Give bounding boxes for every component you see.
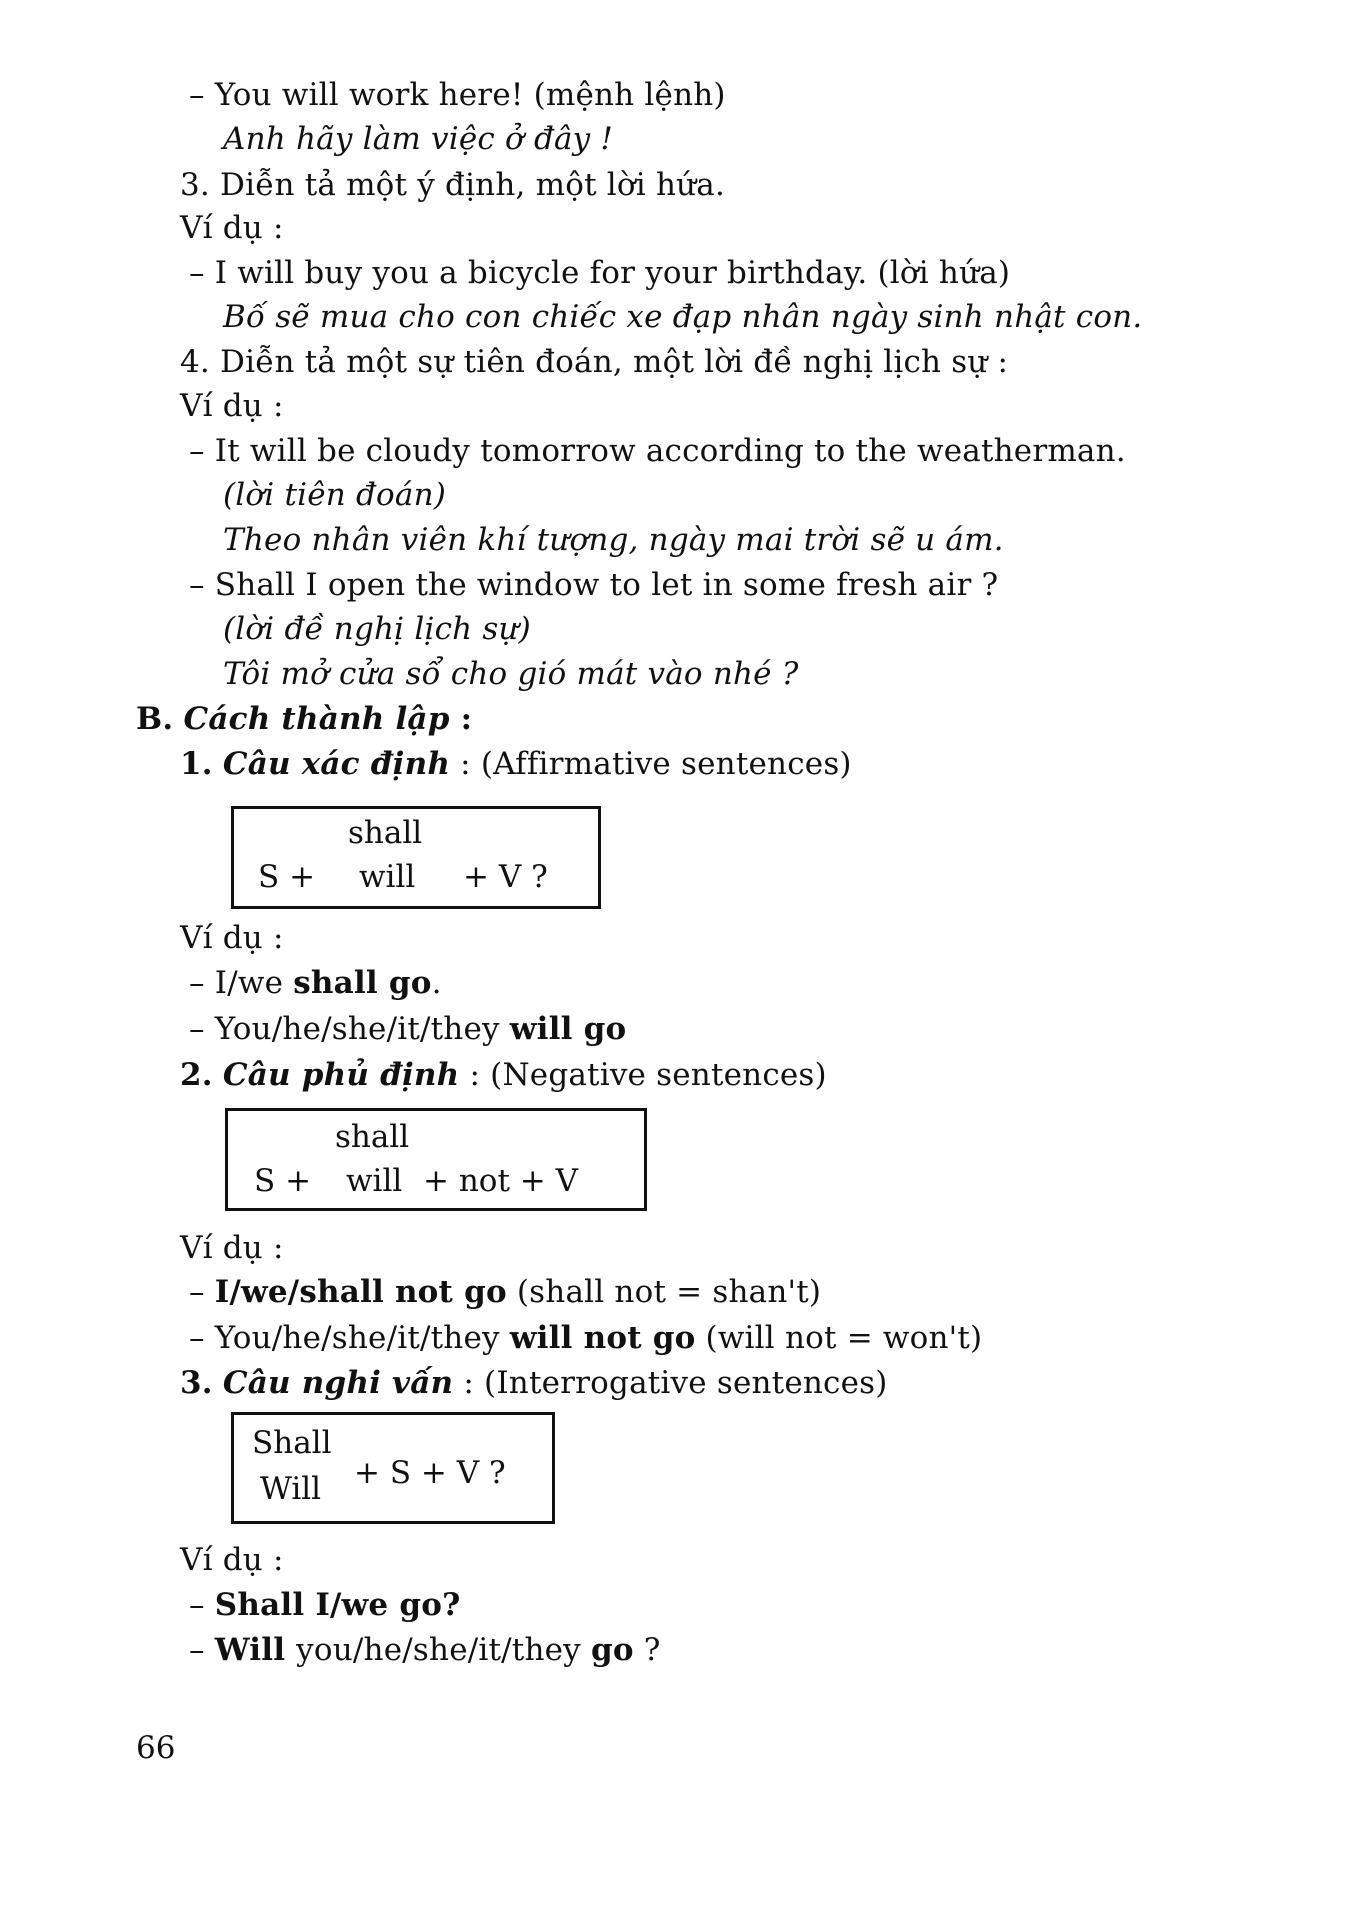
formula-will: will [359,859,416,895]
formula-rest: + V ? [463,859,548,895]
example-promise: – I will buy you a bicycle for your birthday. (lời hứa) [189,255,1011,291]
negative-example-1: – I/we/shall not go (shall not = shan't) [189,1274,822,1310]
vidu-label: Ví dụ : [180,1542,284,1578]
affirmative-heading: 1. Câu xác định : (Affirmative sentences) [180,746,852,782]
negative-heading: 2. Câu phủ định : (Negative sentences) [180,1057,827,1093]
formula-subject: S + [258,859,316,895]
interrogative-heading: 3. Câu nghi vấn : (Interrogative sentences) [180,1365,888,1401]
example-prediction: – It will be cloudy tomorrow according to the weatherman. [189,433,1126,469]
example-suggestion-note: (lời đề nghị lịch sự) [223,611,531,647]
section-b-heading: B. Cách thành lập : [136,701,473,737]
interrogative-example-2: – Will you/he/she/it/they go ? [189,1632,661,1668]
interrogative-formula-box [231,1412,555,1524]
example-promise-translation: Bố sẽ mua cho con chiếc xe đạp nhân ngày sinh nhật con. [223,299,1143,335]
interrogative-example-1: – Shall I/we go? [189,1587,461,1623]
affirmative-formula-box [231,806,601,909]
usage-4-heading: 4. Diễn tả một sự tiên đoán, một lời đề nghị lịch sự : [180,344,1009,380]
example-imperative: – You will work here! (mệnh lệnh) [189,77,726,113]
affirmative-example-2: – You/he/she/it/they will go [189,1011,627,1047]
vidu-label: Ví dụ : [180,388,284,424]
example-prediction-translation: Theo nhân viên khí tượng, ngày mai trời sẽ u ám. [223,522,1004,558]
formula-will: will [346,1163,403,1199]
vidu-label: Ví dụ : [180,920,284,956]
usage-3-heading: 3. Diễn tả một ý định, một lời hứa. [180,167,726,203]
formula-shall: shall [348,815,423,851]
affirmative-example-1: – I/we shall go. [189,965,442,1001]
negative-example-2: – You/he/she/it/they will not go (will not = won't) [189,1320,983,1356]
example-suggestion-translation: Tôi mở cửa sổ cho gió mát vào nhé ? [223,656,799,692]
vidu-label: Ví dụ : [180,1230,284,1266]
formula-will: Will [260,1471,322,1507]
formula-rest: + S + V ? [354,1455,506,1491]
page-number: 66 [136,1730,176,1766]
vidu-label: Ví dụ : [180,210,284,246]
formula-rest: + not + V [423,1163,578,1199]
example-imperative-translation: Anh hãy làm việc ở đây ! [223,121,614,157]
formula-shall: shall [335,1119,410,1155]
formula-subject: S + [254,1163,312,1199]
example-prediction-note: (lời tiên đoán) [223,477,447,513]
negative-formula-box [225,1108,647,1211]
example-suggestion: – Shall I open the window to let in some fresh air ? [189,567,999,603]
formula-shall: Shall [252,1425,332,1461]
